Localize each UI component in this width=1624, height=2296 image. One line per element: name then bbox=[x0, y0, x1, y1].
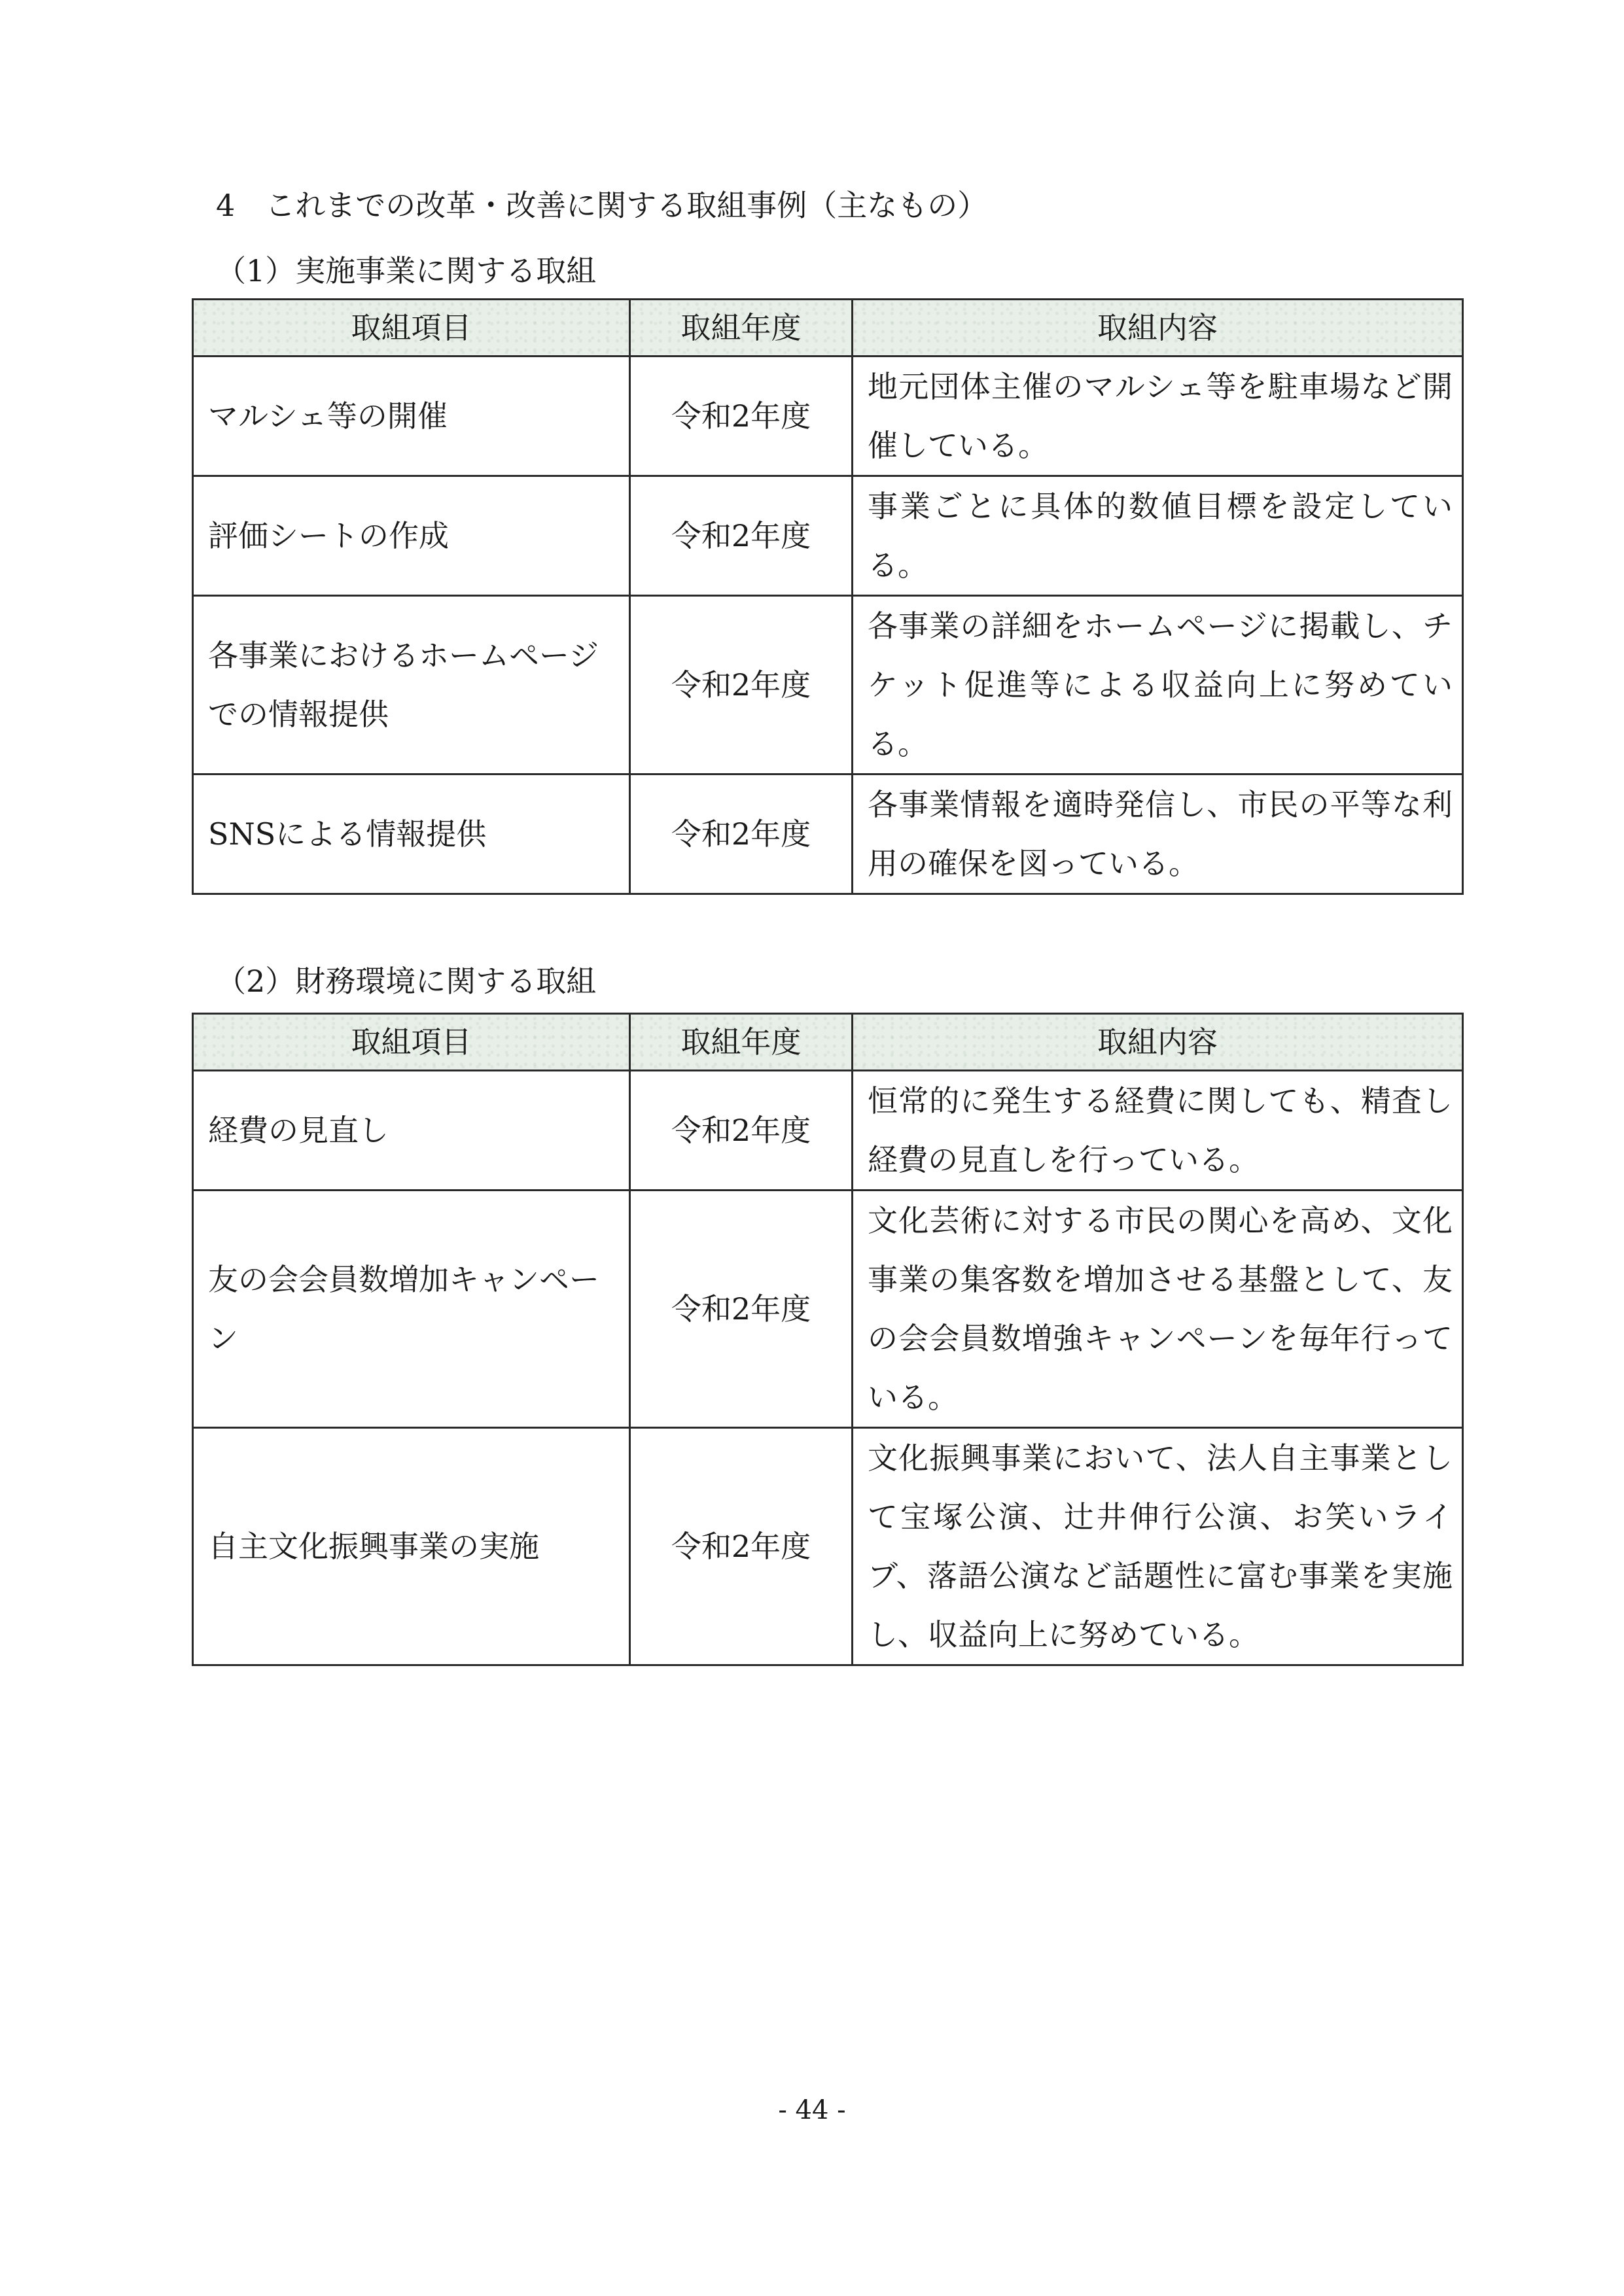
row-item: 自主文化振興事業の実施 bbox=[193, 1428, 630, 1665]
row-item: 経費の見直し bbox=[193, 1071, 630, 1191]
column-header-year: 取組年度 bbox=[630, 1014, 853, 1071]
column-header-content: 取組内容 bbox=[853, 1014, 1463, 1071]
row-year: 令和2年度 bbox=[630, 1191, 853, 1428]
page-number: - 44 - bbox=[778, 2095, 846, 2125]
table-row bbox=[193, 1191, 1463, 1428]
table-header-row bbox=[193, 1014, 1463, 1071]
column-header-year: 取組年度 bbox=[630, 300, 853, 357]
row-content: 各事業の詳細をホームページに掲載し、チケット促進等による収益向上に努めている。 bbox=[853, 596, 1463, 774]
row-item: 各事業におけるホームページでの情報提供 bbox=[193, 596, 630, 774]
row-content: 地元団体主催のマルシェ等を駐車場など開催している。 bbox=[853, 357, 1463, 476]
row-year: 令和2年度 bbox=[630, 357, 853, 476]
section-heading: 4 これまでの改革・改善に関する取組事例（主なもの） bbox=[216, 188, 988, 223]
implementation-initiatives-table bbox=[192, 298, 1464, 895]
subsection-heading-finance: （2）財務環境に関する取組 bbox=[216, 964, 597, 999]
row-year: 令和2年度 bbox=[630, 476, 853, 596]
finance-initiatives-table bbox=[192, 1013, 1464, 1666]
row-year: 令和2年度 bbox=[630, 596, 853, 774]
row-content: 恒常的に発生する経費に関しても、精査し経費の見直しを行っている。 bbox=[853, 1071, 1463, 1191]
row-item: SNSによる情報提供 bbox=[193, 774, 630, 894]
table-row bbox=[193, 1428, 1463, 1665]
row-content: 文化振興事業において、法人自主事業として宝塚公演、辻井伸行公演、お笑いライブ、落語公演など話題性に富む事業を実施し、収益向上に努めている。 bbox=[853, 1428, 1463, 1665]
table-row bbox=[193, 774, 1463, 894]
table-row bbox=[193, 596, 1463, 774]
row-item: 友の会会員数増加キャンペーン bbox=[193, 1191, 630, 1428]
table-row bbox=[193, 476, 1463, 596]
subsection-heading-implementation: （1）実施事業に関する取組 bbox=[216, 253, 597, 288]
row-year: 令和2年度 bbox=[630, 1428, 853, 1665]
column-header-item: 取組項目 bbox=[193, 1014, 630, 1071]
row-item: 評価シートの作成 bbox=[193, 476, 630, 596]
column-header-item: 取組項目 bbox=[193, 300, 630, 357]
row-content: 事業ごとに具体的数値目標を設定している。 bbox=[853, 476, 1463, 596]
row-year: 令和2年度 bbox=[630, 1071, 853, 1191]
row-content: 文化芸術に対する市民の関心を高め、文化事業の集客数を増加させる基盤として、友の会会員数増強キャンペーンを毎年行っている。 bbox=[853, 1191, 1463, 1428]
table-header-row bbox=[193, 300, 1463, 357]
column-header-content: 取組内容 bbox=[853, 300, 1463, 357]
row-item: マルシェ等の開催 bbox=[193, 357, 630, 476]
table-row bbox=[193, 357, 1463, 476]
row-year: 令和2年度 bbox=[630, 774, 853, 894]
row-content: 各事業情報を適時発信し、市民の平等な利用の確保を図っている。 bbox=[853, 774, 1463, 894]
table-row bbox=[193, 1071, 1463, 1191]
